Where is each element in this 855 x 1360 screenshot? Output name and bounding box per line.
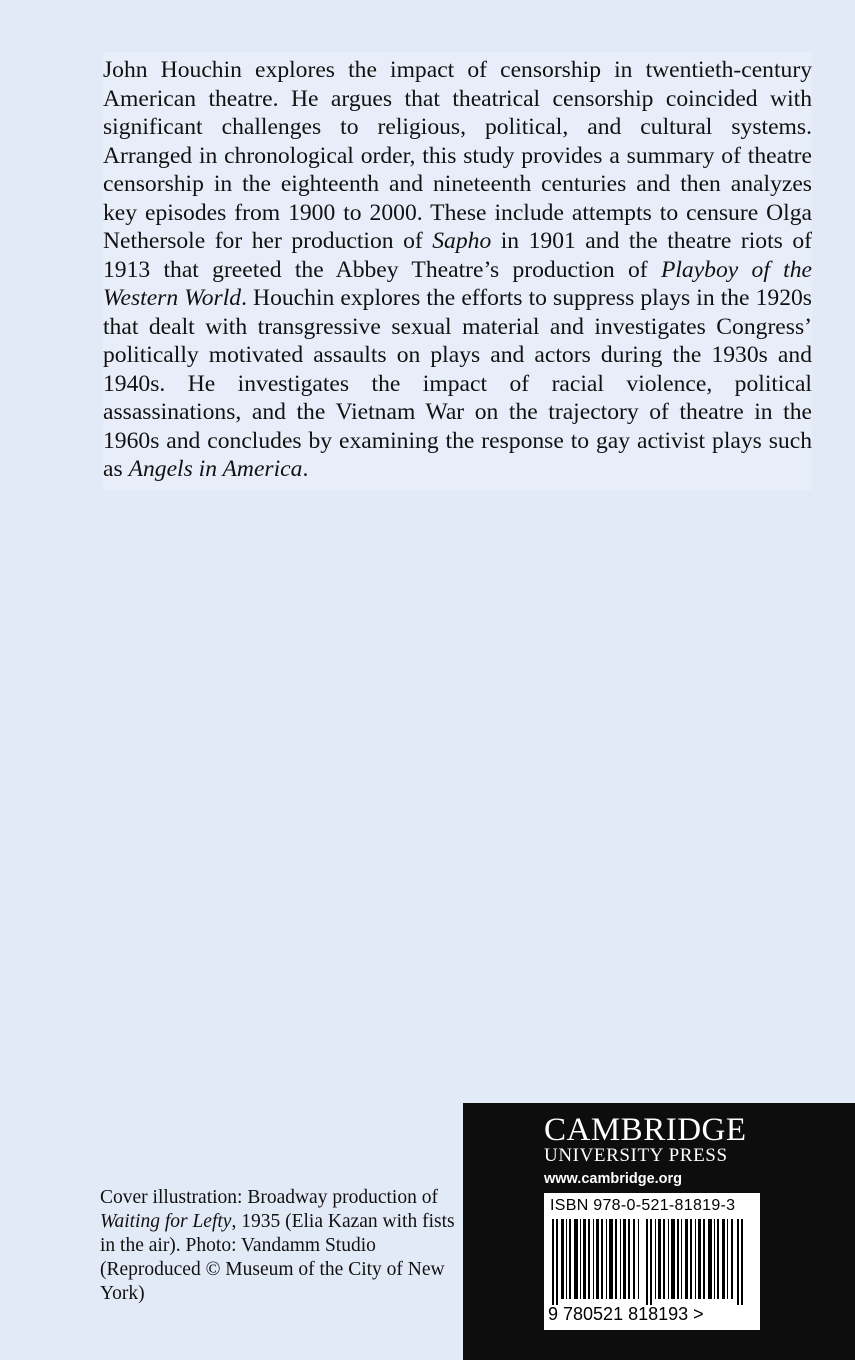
blurb-text-2: in 1901 and the theatre riots of 1913 that greeted the Abbey Theatre’s production of [103, 228, 812, 283]
blurb-text-3: . Houchin explores the efforts to suppress plays in the 1920s that dealt with transgressive sexual material and investigates Congress’ politically motivated assaults on plays and actors during the 1930s and 1940s. He investigates the impact of racial violence, political assassinations, and the Vietnam War on the trajectory of theatre in the 1960s and concludes by examining the response to gay activist plays such as [103, 285, 812, 482]
credit-text-2: , 1935 (Elia Kazan with fists in the air). Photo: Vandamm Studio (Reproduced © Museum of the City of New York) [100, 1211, 455, 1304]
blurb-title-playboy: Playboy of the Western World [103, 256, 812, 311]
credit-title: Waiting for Lefty [100, 1211, 232, 1232]
barcode-digits: 9 780521 818193 > [548, 1304, 704, 1324]
barcode-icon [550, 1219, 754, 1305]
publisher-url: www.cambridge.org [544, 1171, 683, 1187]
blurb-title-sapho: Sapho [432, 228, 492, 254]
back-cover-blurb [103, 52, 812, 490]
blurb-text-4: . [302, 456, 309, 482]
isbn-label: ISBN 978-0-521-81819-3 [550, 1197, 736, 1214]
credit-text-1: Cover illustration: Broadway production of [100, 1187, 438, 1208]
cover-illustration-credit [100, 1186, 460, 1306]
publisher-block [463, 1103, 855, 1360]
barcode-box [544, 1193, 760, 1330]
blurb-text-1: John Houchin explores the impact of censorship in twentieth-century American theatre. He argues that theatrical censorship coincided with significant challenges to religious, political, and cultural systems. Arranged in chronological order, this study provides a summary of theatre censorship in the eighteenth and nineteenth centuries and then analyzes key episodes from 1900 to 2000. These include attempts to censure Olga Nethersole for her production of [103, 57, 812, 254]
blurb-title-angels: Angels in America [128, 456, 303, 482]
publisher-subtitle: UNIVERSITY PRESS [544, 1145, 728, 1166]
publisher-name: CAMBRIDGE [544, 1112, 747, 1148]
